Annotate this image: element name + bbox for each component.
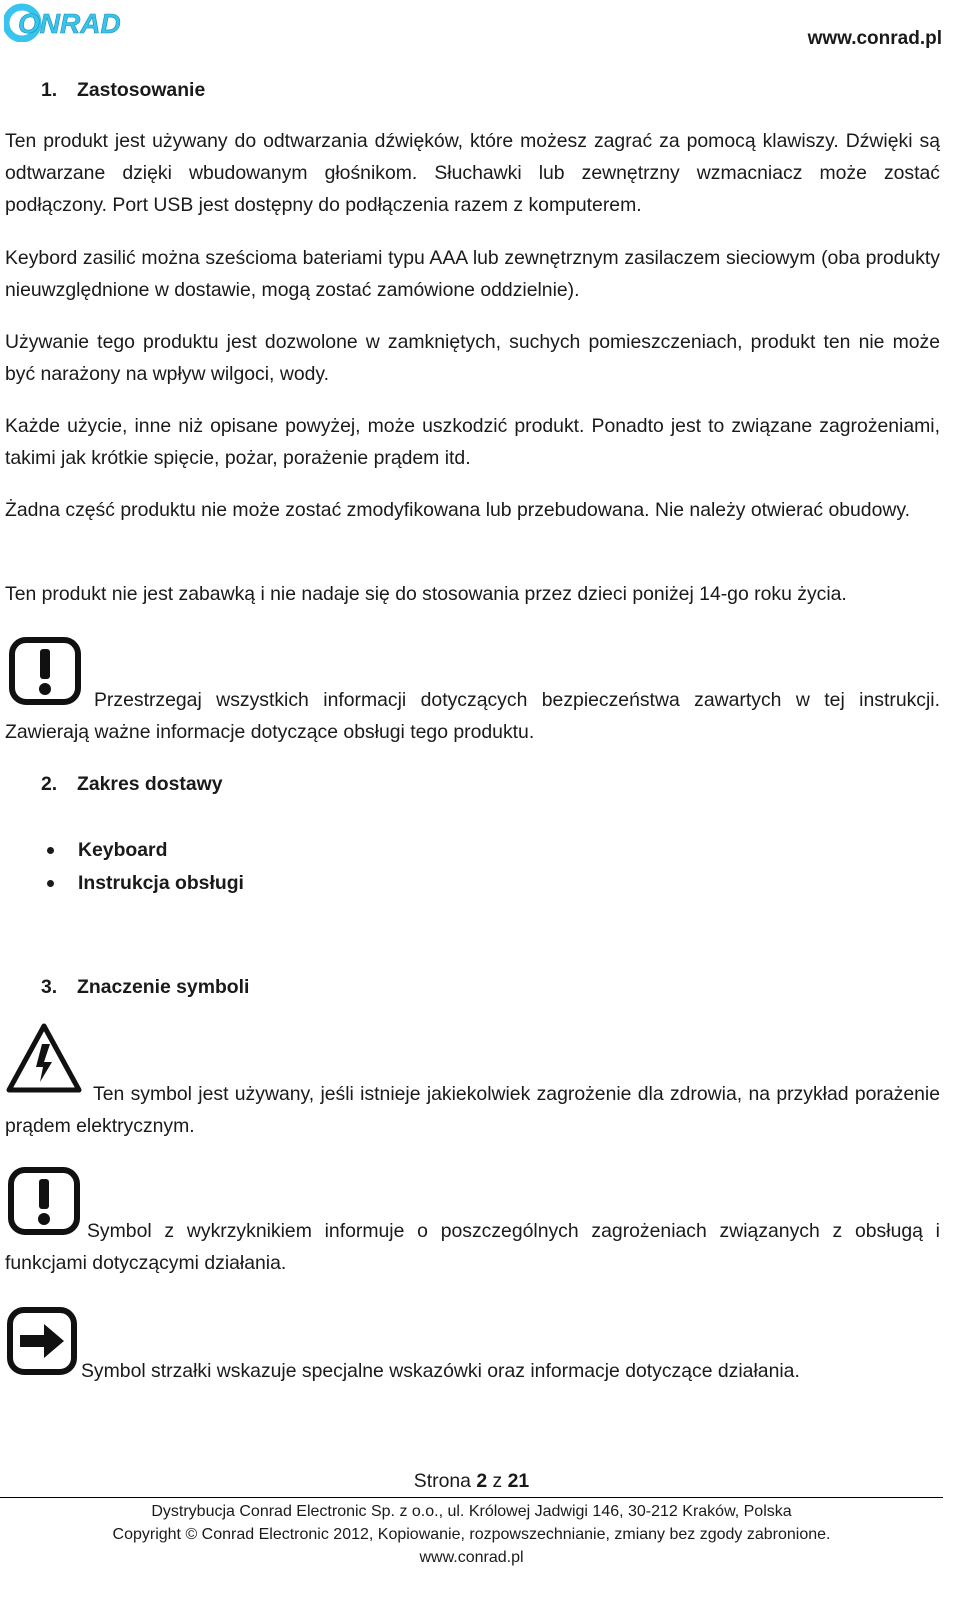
symbol-text-arrow: Symbol strzałki wskazuje specjalne wskazówki oraz informacje dotyczące działania. xyxy=(81,1360,800,1382)
section-heading-3: 3. Znaczenie symboli xyxy=(41,976,250,998)
paragraph-environment: Używanie tego produktu jest dozwolone w zamkniętych, suchych pomieszczeniach, produkt ten nie może być narażony na wpływ wilgoci, wody. xyxy=(5,331,940,385)
paragraph-modification: Żadna część produktu nie może zostać zmodyfikowana lub przebudowana. Nie należy otwierać obudowy. xyxy=(5,499,911,521)
list-item: Keyboard xyxy=(45,834,244,867)
section-heading-2: 2. Zakres dostawy xyxy=(41,773,223,795)
safety-note: Przestrzegaj wszystkich informacji dotyczących bezpieczeństwa zawartych w tej instrukcji. Zawierają ważne informacje dotyczące obsługi tego produktu. xyxy=(5,689,940,743)
footer-address: Dystrybucja Conrad Electronic Sp. z o.o., ul. Królowej Jadwigi 146, 30-212 Kraków, Polska xyxy=(151,1503,792,1520)
page-number: Strona 2 z 21 xyxy=(413,1470,530,1492)
section-heading-1: 1. Zastosowanie xyxy=(41,79,206,101)
delivery-list xyxy=(45,834,244,900)
footer-divider xyxy=(0,1497,943,1498)
paragraph-children: Ten produkt nie jest zabawką i nie nadaje się do stosowania przez dzieci poniżej 14-go roku życia. xyxy=(5,583,847,605)
footer-url: www.conrad.pl xyxy=(419,1549,524,1566)
footer xyxy=(0,1500,943,1569)
svg-text:ONRAD: ONRAD xyxy=(18,8,121,39)
header-url: www.conrad.pl xyxy=(807,28,942,49)
paragraph-misuse: Każde użycie, inne niż opisane powyżej, może uszkodzić produkt. Ponadto jest to związane zagrożeniami, takimi jak krótkie spięcie, pożar, porażenie prądem itd. xyxy=(5,415,940,469)
arrow-right-icon xyxy=(6,1306,78,1376)
symbol-text-voltage: Ten symbol jest używany, jeśli istnieje jakiekolwiek zagrożenie dla zdrowia, na przykład porażenie prądem elektrycznym. xyxy=(5,1083,940,1137)
list-item: Instrukcja obsługi xyxy=(45,867,244,900)
conrad-logo xyxy=(4,2,164,42)
paragraph-power: Keybord zasilić można sześcioma bateriami typu AAA lub zewnętrznym zasilaczem sieciowym (oba produkty nieuwzględnione w dostawie, mogą zostać zamówione oddzielnie). xyxy=(5,247,940,301)
symbol-text-exclamation: Symbol z wykrzyknikiem informuje o poszczególnych zagrożeniach związanych z obsługą i funkcjami dotyczącymi działania. xyxy=(5,1220,940,1274)
paragraph-usage: Ten produkt jest używany do odtwarzania dźwięków, które możesz zagrać za pomocą klawiszy. Dźwięki są odtwarzane dzięki wbudowanym głośnikom. Słuchawki lub zewnętrzny wzmacniacz może zostać podłączony. Port USB jest dostępny do podłączenia razem z komputerem. xyxy=(5,130,940,216)
footer-copyright: Copyright © Conrad Electronic 2012, Kopiowanie, rozpowszechnianie, zmiany bez zgody zabronione. xyxy=(112,1526,831,1543)
